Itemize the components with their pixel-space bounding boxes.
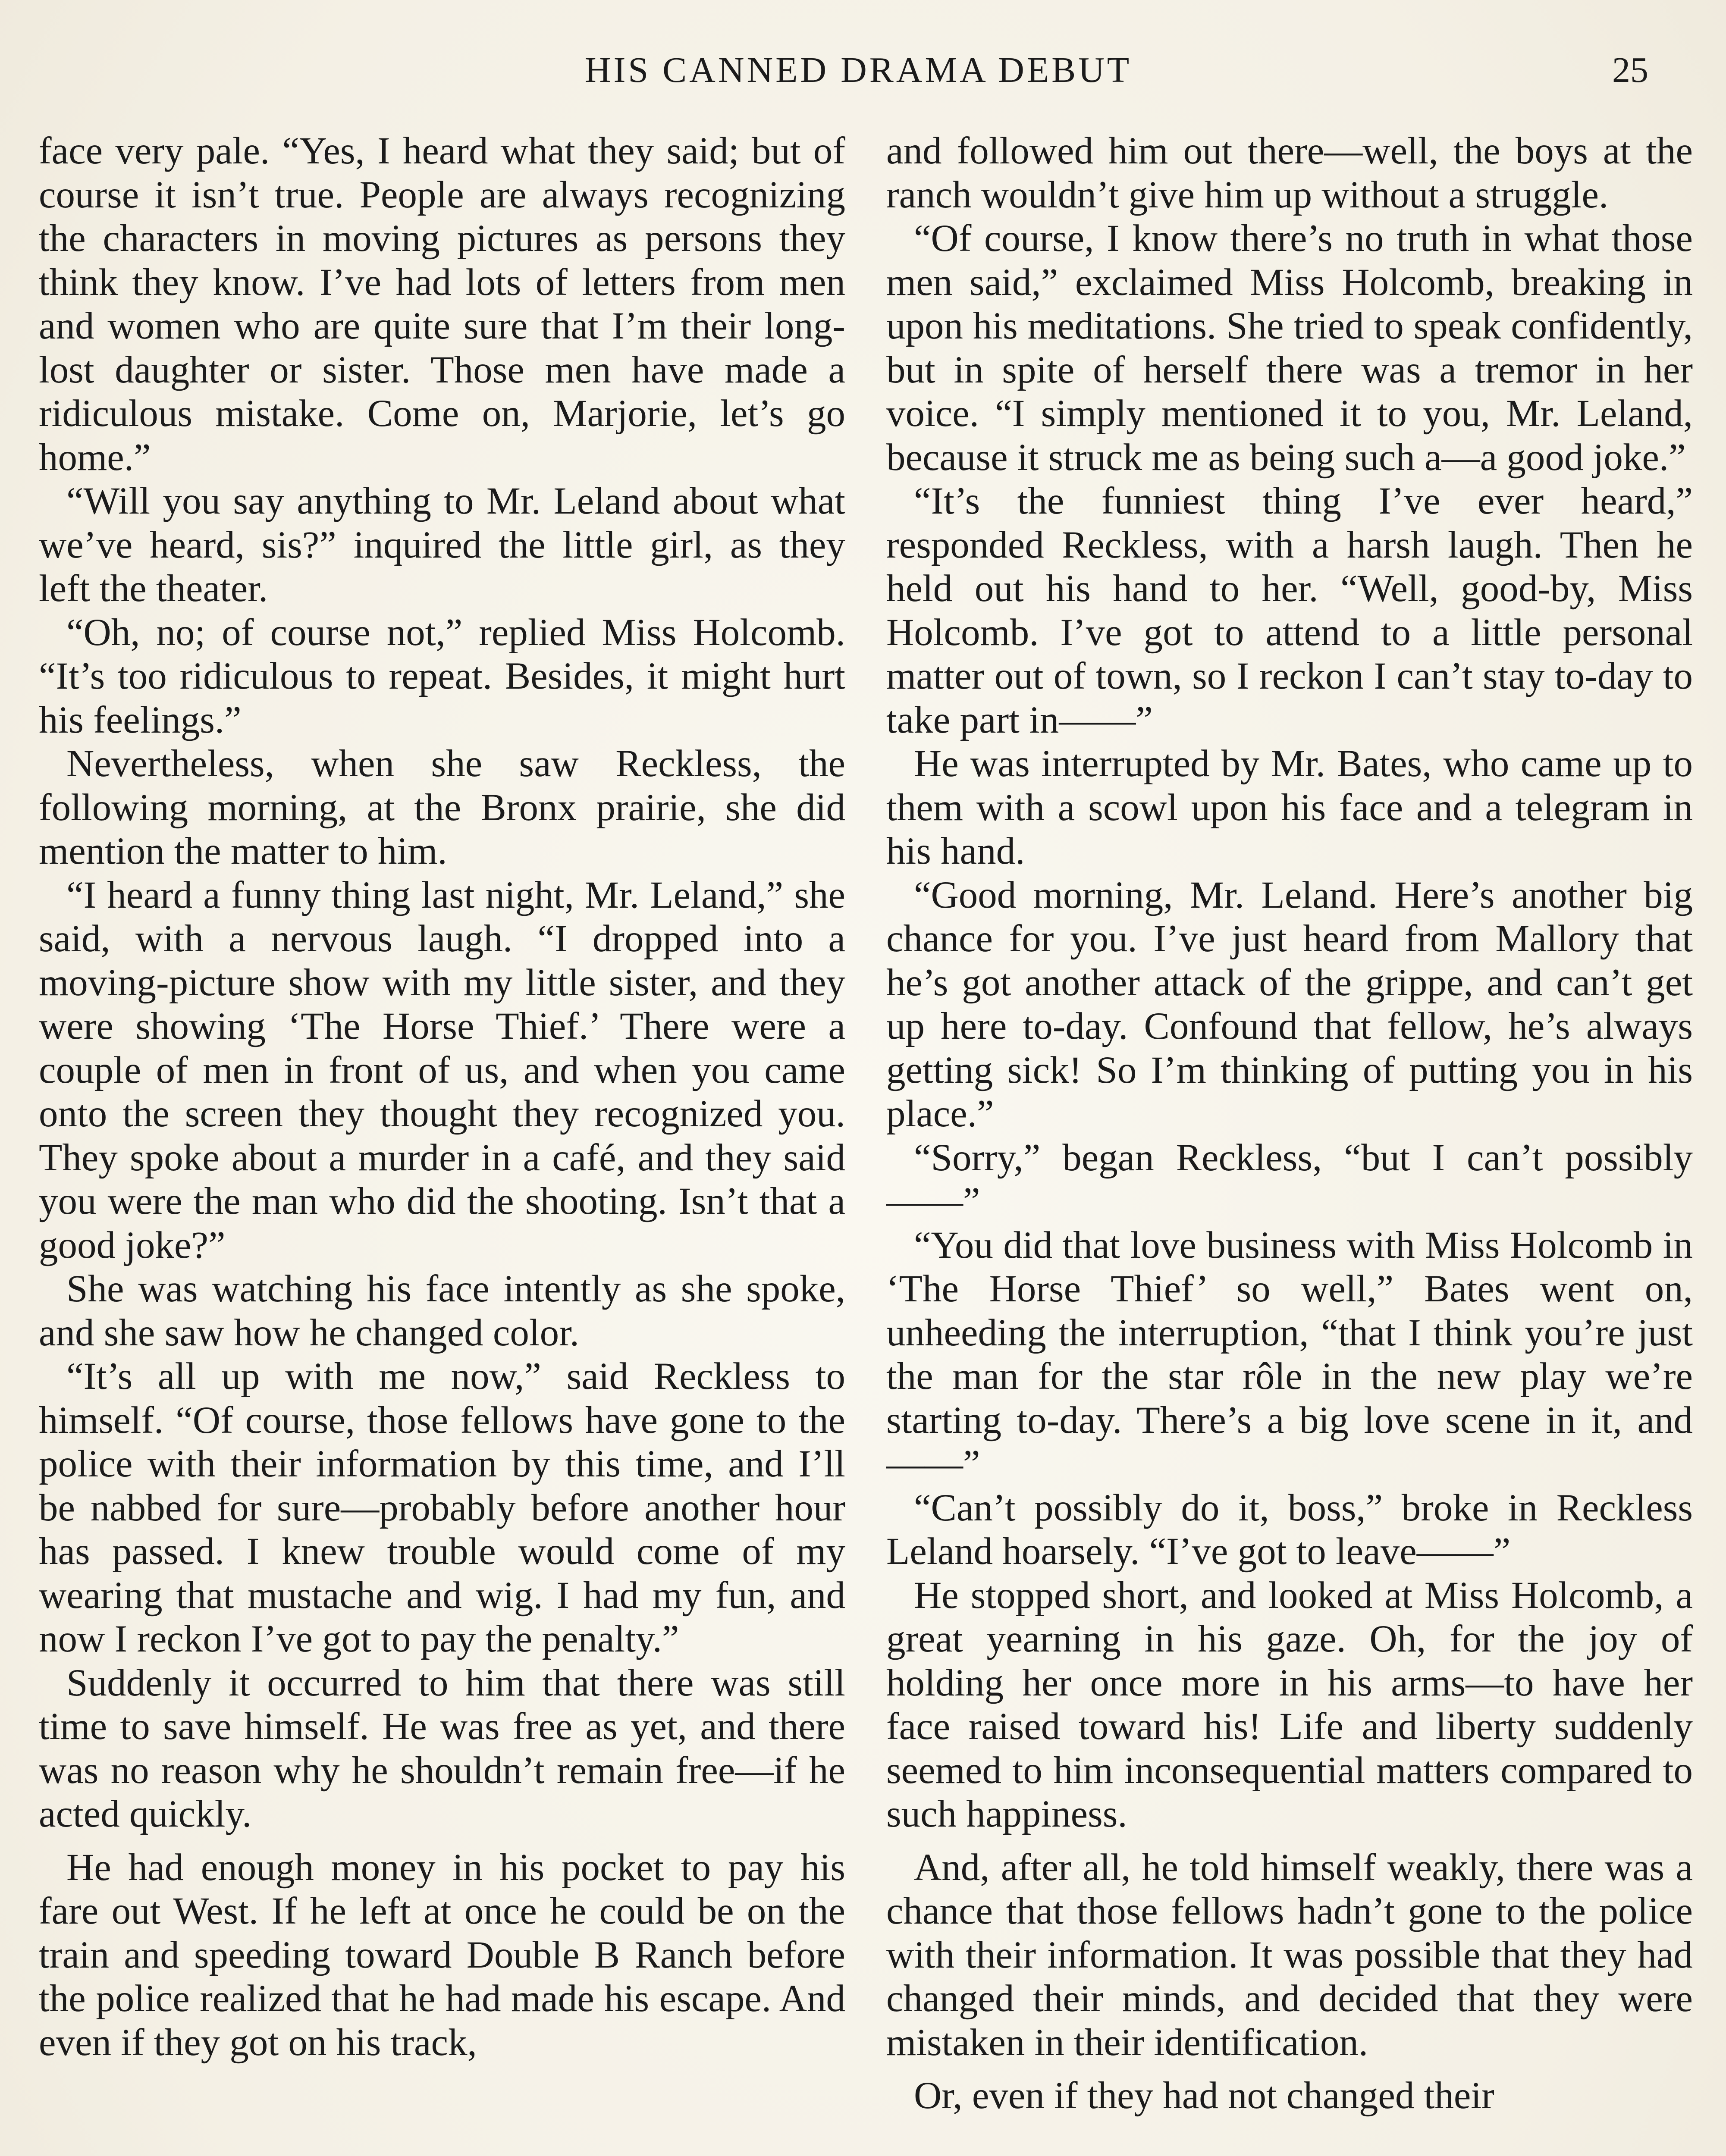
paragraph: And, after all, he told himself weakly, there was a chance that those fellows hadn’t gone to the police with their information. It was possible that they had changed their minds, and decided that they were mistaken in their identification.	[886, 1846, 1693, 2064]
paragraph: “Can’t possibly do it, boss,” broke in Reckless Leland hoarsely. “I’ve got to leave——”	[886, 1486, 1693, 1573]
paragraph: She was watching his face intently as she spoke, and she saw how he changed color.	[39, 1268, 845, 1354]
paragraph: Suddenly it occurred to him that there was still time to save himself. He was free as yet, and there was no reason why he shouldn’t remain free—if he acted quickly.	[39, 1661, 845, 1835]
running-header	[0, 47, 1726, 94]
paragraph: and followed him out there—well, the boys at the ranch wouldn’t give him up without a struggle.	[886, 130, 1693, 216]
paragraph: “I heard a funny thing last night, Mr. Leland,” she said, with a nervous laugh. “I dropped into a moving-picture show with my little sister, and they were showing ‘The Horse Thief.’ There were a couple of men in front of us, and when you came onto the screen they thought they recognized you. They spoke about a murder in a café, and they said you were the man who did the shooting. Isn’t that a good joke?”	[39, 874, 845, 1266]
paragraph: “You did that love business with Miss Holcomb in ‘The Horse Thief’ so well,” Bates went on, unheeding the interruption, “that I think you’re just the man for the star rôle in the new play we’re starting to-day. There’s a big love scene in it, and——”	[886, 1224, 1693, 1485]
paragraph: “Of course, I know there’s no truth in what those men said,” exclaimed Miss Holcomb, breaking in upon his meditations. She tried to speak confidently, but in spite of herself there was a tremor in her voice. “I simply mentioned it to you, Mr. Leland, because it struck me as being such a—a good joke.”	[886, 217, 1693, 479]
running-title: HIS CANNED DRAMA DEBUT	[584, 50, 1132, 90]
left-column	[39, 129, 845, 2065]
paragraph: “Good morning, Mr. Leland. Here’s another big chance for you. I’ve just heard from Mallory that he’s got another attack of the grippe, and can’t get up here to-day. Confound that fellow, he’s always getting sick! So I’m thinking of putting you in his place.”	[886, 874, 1693, 1135]
paragraph: Or, even if they had not changed their	[914, 2075, 1494, 2117]
paragraph: “Sorry,” began Reckless, “but I can’t possibly——”	[886, 1136, 1693, 1222]
page-number: 25	[1612, 50, 1648, 90]
right-column	[886, 129, 1693, 2118]
paragraph: “It’s the funniest thing I’ve ever heard,” responded Reckless, with a harsh laugh. Then he held out his hand to her. “Well, good-by, Miss Holcomb. I’ve got to attend to a little personal matter out of town, so I reckon I can’t stay to-day to take part in——”	[886, 480, 1693, 741]
paragraph: “Will you say anything to Mr. Leland about what we’ve heard, sis?” inquired the little girl, as they left the theater.	[39, 480, 845, 610]
paragraph: “It’s all up with me now,” said Reckless to himself. “Of course, those fellows have gone to the police with their information by this time, and I’ll be nabbed for sure—probably before another hour has passed. I knew trouble would come of my wearing that mustache and wig. I had my fun, and now I reckon I’ve got to pay the penalty.”	[39, 1355, 845, 1660]
paragraph: face very pale. “Yes, I heard what they said; but of course it isn’t true. People are always recognizing the characters in moving pictures as persons they think they know. I’ve had lots of letters from men and women who are quite sure that I’m their long-lost daughter or sister. Those men have made a ridiculous mistake. Come on, Marjorie, let’s go home.”	[39, 130, 845, 479]
paragraph: He stopped short, and looked at Miss Holcomb, a great yearning in his gaze. Oh, for the joy of holding her once more in his arms—to have her face raised toward his! Life and liberty suddenly seemed to him inconsequential matters compared to such happiness.	[886, 1574, 1693, 1835]
paragraph: “Oh, no; of course not,” replied Miss Holcomb. “It’s too ridiculous to repeat. Besides, it might hurt his feelings.”	[39, 611, 845, 741]
paragraph: He had enough money in his pocket to pay his fare out West. If he left at once he could be on the train and speeding toward Double B Ranch before the police realized that he had made his escape. And even if they got on his track,	[39, 1846, 845, 2064]
paragraph: He was interrupted by Mr. Bates, who came up to them with a scowl upon his face and a telegram in his hand.	[886, 743, 1693, 872]
paragraph: Nevertheless, when she saw Reckless, the following morning, at the Bronx prairie, she did mention the matter to him.	[39, 743, 845, 872]
